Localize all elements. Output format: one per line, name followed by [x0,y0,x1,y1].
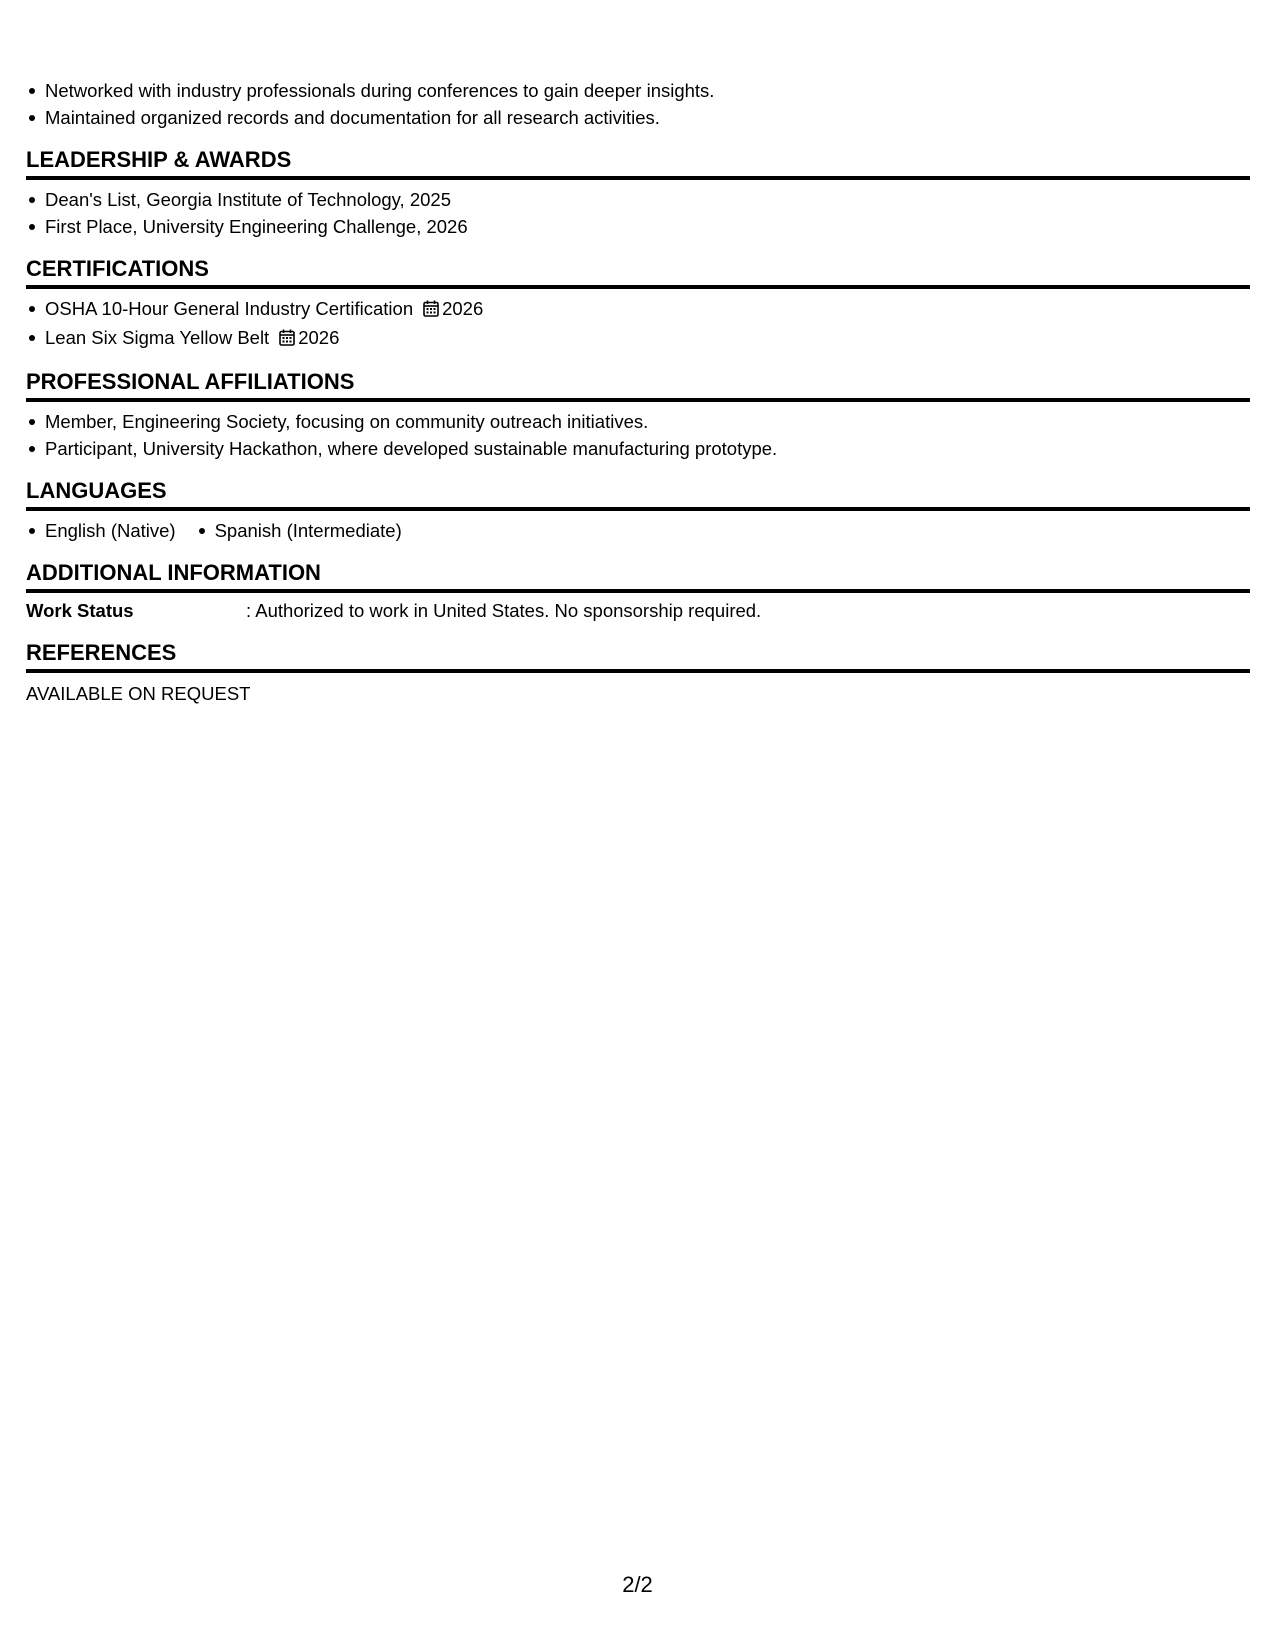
list-item [26,295,1250,324]
resume-page [26,0,1250,707]
list-item [26,324,1250,353]
work-status-row [26,597,1250,624]
leadership-list [26,186,1250,240]
affiliations-list [26,408,1250,462]
list-item: Networked with industry professionals during conferences to gain deeper insights. [26,77,1250,104]
list-item: Participant, University Hackathon, where developed sustainable manufacturing prototype. [26,435,1250,462]
section-title-affiliations: PROFESSIONAL AFFILIATIONS [26,368,1250,402]
list-item: Dean's List, Georgia Institute of Technology, 2025 [26,186,1250,213]
section-title-additional-info: ADDITIONAL INFORMATION [26,559,1250,593]
section-title-certifications: CERTIFICATIONS [26,255,1250,289]
work-status-value: : Authorized to work in United States. No sponsorship required. [246,600,762,621]
section-title-leadership: LEADERSHIP & AWARDS [26,146,1250,180]
certifications-list [26,295,1250,353]
list-item: First Place, University Engineering Challenge, 2026 [26,213,1250,240]
calendar-icon [423,297,439,324]
section-title-references: REFERENCES [26,639,1250,673]
research-bullet-list [26,77,1250,131]
section-title-languages: LANGUAGES [26,477,1250,511]
certification-name: Lean Six Sigma Yellow Belt [45,327,270,348]
languages-list [26,517,1250,544]
list-item: Member, Engineering Society, focusing on community outreach initiatives. [26,408,1250,435]
list-item: Maintained organized records and documentation for all research activities. [26,104,1250,131]
certification-year: 2026 [298,327,340,348]
list-item: English (Native) [26,517,176,544]
certification-year: 2026 [442,298,484,319]
references-text: AVAILABLE ON REQUEST [26,683,251,704]
list-item: Spanish (Intermediate) [196,517,402,544]
calendar-icon [279,326,295,353]
work-status-label: Work Status [26,600,134,621]
certification-name: OSHA 10-Hour General Industry Certification [45,298,414,319]
page-number: 2/2 [622,1572,653,1597]
